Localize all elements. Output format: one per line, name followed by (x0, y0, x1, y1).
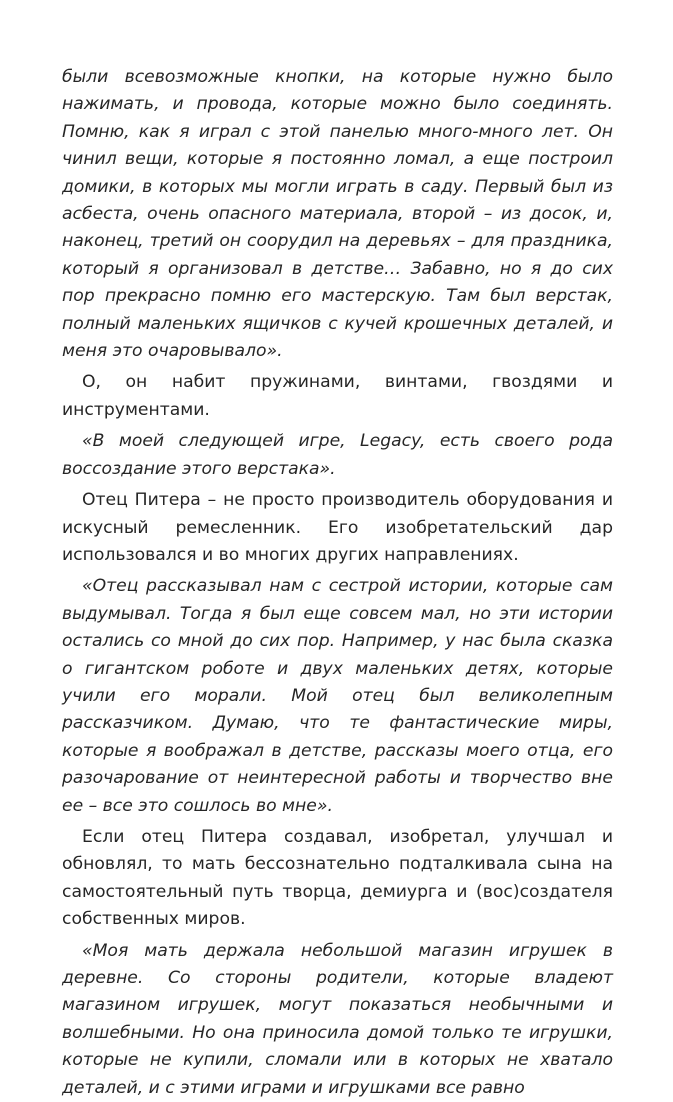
paragraph-5: «Отец рассказывал нам с сестрой истории, которые сам выдумывал. Тогда я был еще совсем мал, но эти истории остались со мной до сих пор. Например, у нас была сказка о гигантском роботе и двух маленьких детях, которые учили его морали. Мой отец был великолепным рассказчиком. Думаю, что те фантастические миры, которые я воображал в детстве, рассказы моего отца, его разочарование от неинтересной работы и творчество вне ее – все это сошлось во мне». (62, 576, 613, 816)
paragraph-3: «В моей следующей игре, Legacy, есть своего рода воссоздание этого верстака». (62, 431, 613, 479)
page-body (62, 64, 613, 1102)
paragraph-2: О, он набит пружинами, винтами, гвоздями и инструментами. (62, 372, 613, 420)
paragraph-6: Если отец Питера создавал, изобретал, улучшал и обновлял, то мать бессознательно подталкивала сына на самостоятельный путь творца, демиурга и (вос)создателя собственных миров. (62, 826, 613, 930)
paragraph-1: были всевозможные кнопки, на которые нужно было нажимать, и провода, которые можно было соединять. Помню, как я играл с этой панелью много-много лет. Он чинил вещи, которые я постоянно ломал, а еще построил домики, в которых мы могли играть в саду. Первый был из асбеста, очень опасного материала, второй – из досок, и, наконец, третий он соорудил на деревьях – для праздника, который я организовал в детстве… Забавно, но я до сих пор прекрасно помню его мастерскую. Там был верстак, полный маленьких ящичков с кучей крошечных деталей, и меня это очаровывало». (62, 67, 613, 362)
paragraph-4: Отец Питера – не просто производитель оборудования и искусный ремесленник. Его изобретательский дар использовался и во многих других направлениях. (62, 490, 613, 565)
paragraph-7: «Моя мать держала небольшой магазин игрушек в деревне. Со стороны родители, которые владеют магазином игрушек, могут показаться необычными и волшебными. Но она приносила домой только те игрушки, которые не купили, сломали или в которых не хватало деталей, и с этими играми и игрушками все равно (62, 940, 613, 1098)
